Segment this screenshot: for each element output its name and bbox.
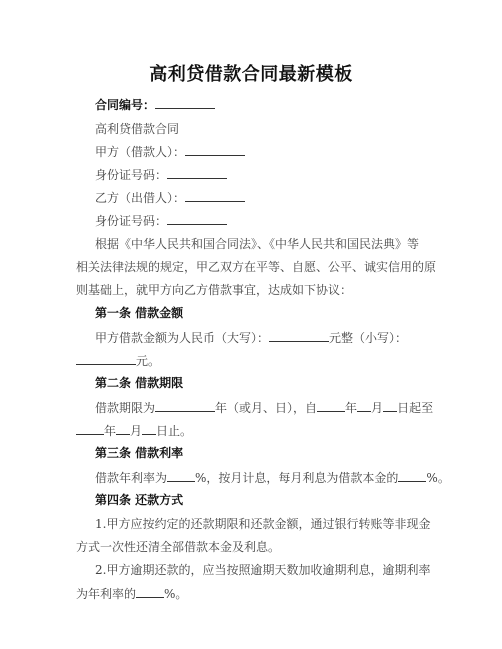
article-4-title: 第四条 还款方式 [95, 493, 184, 507]
end-month-label: 月 [130, 424, 143, 438]
start-day-blank [383, 399, 397, 412]
party-a-label: 甲方（借款人）： [95, 145, 186, 159]
overdue-rate-blank [136, 585, 164, 598]
party-b-blank [185, 189, 245, 202]
rate-label: 借款年利率为 [95, 471, 168, 485]
article-1-line-2 [76, 352, 160, 369]
party-b-id-line [95, 212, 227, 229]
start-day-label: 日起至 [397, 401, 434, 415]
intro-line-2: 相关法律法规的规定，甲乙双方在平等、自愿、公平、诚实信用的原 [76, 260, 437, 274]
article-2-line-1 [95, 399, 433, 416]
party-a-blank [185, 143, 245, 156]
contract-number-label: 合同编号： [95, 98, 156, 112]
document-title: 高利贷借款合同最新模板 [149, 64, 353, 85]
article-1-yuan: 元。 [136, 354, 161, 368]
overdue-rate-end: %。 [164, 587, 188, 601]
article-2-title: 第二条 借款期限 [95, 376, 184, 390]
start-year-blank [317, 399, 345, 412]
monthly-rate-blank [398, 469, 426, 482]
article-4-item-2-line-1: 2.甲方逾期还款的，应当按照逾期天数加收逾期利息，逾期利率 [95, 563, 431, 577]
article-1-line-1 [95, 329, 407, 346]
article-4-item-2-line-2 [76, 585, 187, 602]
article-2-line-2 [76, 422, 192, 439]
term-blank [155, 399, 215, 412]
intro-line-3: 则基础上，就甲方向乙方借款事宜，达成如下协议： [76, 283, 353, 297]
contract-number-line [95, 96, 215, 113]
party-a-id-label: 身份证号码： [95, 168, 168, 182]
party-a-line [95, 143, 245, 160]
article-1-title: 第一条 借款金额 [95, 306, 184, 320]
party-b-id-label: 身份证号码： [95, 214, 168, 228]
amount-lower-blank [76, 352, 136, 365]
party-a-id-line [95, 166, 227, 183]
article-4-item-1-line-1: 1.甲方应按约定的还款期限和还款金额，通过银行转账等非现金 [95, 517, 431, 531]
intro-line-1: 根据《中华人民共和国合同法》、《中华人民共和国民法典》等 [95, 237, 420, 251]
rate-end: %。 [426, 471, 450, 485]
term-unit: 年（或月、日），自 [215, 401, 318, 415]
article-1-amount-suffix: 元整（小写）： [329, 331, 408, 345]
party-b-line [95, 189, 245, 206]
article-3-line-1 [95, 469, 450, 486]
start-month-blank [357, 399, 371, 412]
start-month-label: 月 [371, 401, 384, 415]
party-b-id-blank [167, 212, 227, 225]
end-year-label: 年 [104, 424, 117, 438]
start-year-label: 年 [345, 401, 358, 415]
end-year-blank [76, 422, 104, 435]
article-4-item-1-line-2: 方式一次性还清全部借款本金及利息。 [76, 540, 281, 554]
rate-middle: %，按月计息，每月利息为借款本金的 [195, 471, 399, 485]
article-1-amount-label: 甲方借款金额为人民币（大写）： [95, 331, 270, 345]
end-day-label: 日止。 [156, 424, 193, 438]
annual-rate-blank [167, 469, 195, 482]
subtitle: 高利贷借款合同 [95, 122, 180, 136]
overdue-rate-label: 为年利率的 [76, 587, 137, 601]
amount-upper-blank [269, 329, 329, 342]
end-day-blank [142, 422, 156, 435]
term-label: 借款期限为 [95, 401, 156, 415]
party-a-id-blank [167, 166, 227, 179]
article-3-title: 第三条 借款利率 [95, 446, 184, 460]
end-month-blank [116, 422, 130, 435]
party-b-label: 乙方（出借人）： [95, 191, 186, 205]
contract-number-blank [155, 96, 215, 109]
